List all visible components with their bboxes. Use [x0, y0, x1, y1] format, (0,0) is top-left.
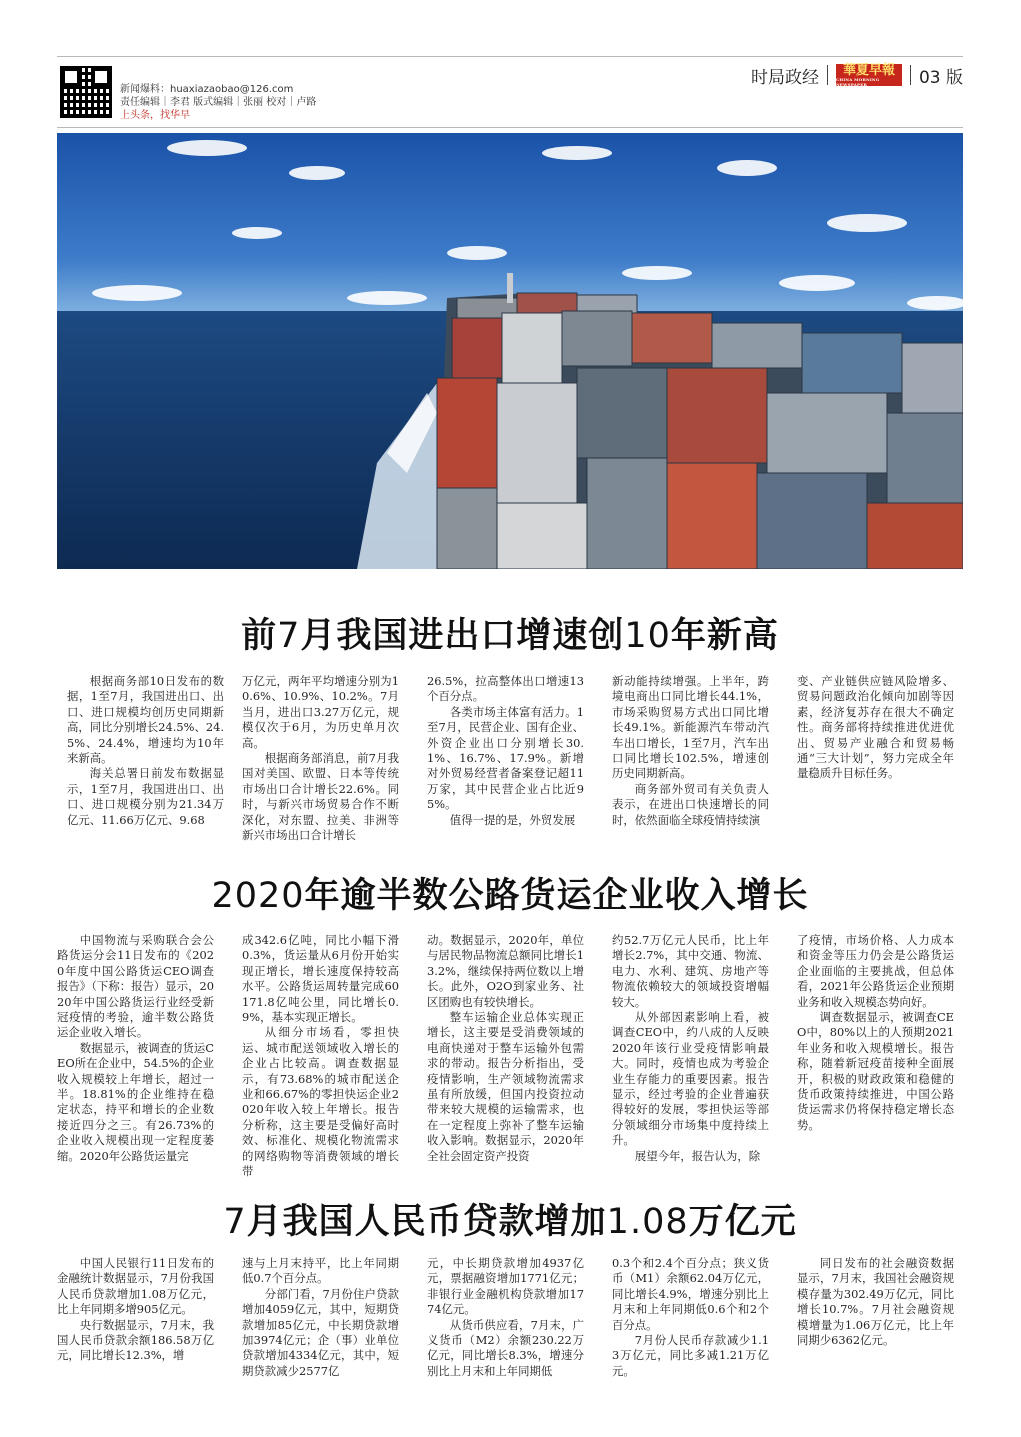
article-column — [427, 674, 584, 828]
container-ship-photo — [57, 133, 963, 569]
paragraph: 中国人民银行11日发布的金融统计数据显示，7月份我国人民币贷款增加1.08万亿元，比上年同期多增905亿元。 — [57, 1256, 214, 1317]
paragraph: 了疫情，市场价格、人力成本和资金等压力仍会是公路货运企业面临的主要挑战，但总体看，2021年公路货运企业预期业务和收入规模态势向好。 — [797, 933, 954, 1009]
article-column — [797, 1256, 954, 1348]
article-3-title — [57, 1194, 963, 1244]
paragraph: 万亿元，两年平均增速分别为10.6%、10.9%、10.2%。7月当月，进出口3.27万亿元，规模仅次于6月，为历史单月次高。 — [242, 674, 399, 750]
paragraph: 新动能持续增强。上半年，跨境电商出口同比增长44.1%，市场采购贸易方式出口同比增长49.1%。新能源汽车带动汽车出口增长，1至7月，汽车出口同比增长102.5%，增速创历史同期新高。 — [612, 674, 769, 781]
title-number: 2020 — [211, 876, 305, 916]
article-column — [57, 933, 214, 1164]
article-column — [612, 933, 769, 1164]
section-header — [751, 63, 963, 87]
paragraph: 26.5%，拉高整体出口增速13个百分点。 — [427, 674, 584, 704]
slogan: 上头条，找华早 — [120, 110, 190, 121]
paragraph: 海关总署日前发布数据显示，1至7月，我国进出口、出口、进口规模分别为21.34万亿元、11.66万亿元、9.68 — [67, 766, 224, 827]
header-top-rule — [57, 56, 963, 57]
title-text: 年逾半数公路货运企业收入增长 — [304, 876, 809, 916]
title-text: 年新高 — [670, 616, 779, 656]
paragraph: 约52.7万亿元人民币，比上年增长2.7%，其中交通、物流、电力、水利、建筑、房地产等物流依赖较大的领域投资增幅较大。 — [612, 933, 769, 1009]
paragraph: 展望今年，报告认为，除 — [634, 1148, 761, 1163]
article-column — [612, 1256, 769, 1379]
article-column — [242, 933, 399, 1180]
masthead-meta — [120, 83, 316, 122]
title-text: 月我国人民币贷款增加 — [246, 1202, 607, 1242]
photo-illustration — [57, 133, 963, 569]
paragraph: 变、产业链供应链风险增多、贸易问题政治化倾向加剧等因素，经济复苏存在很大不确定性。商务部将持续推进优进优出、贸易产业融合和贸易畅通“三大计划”，努力完成全年量稳质升目标任务。 — [797, 674, 954, 781]
article-column — [57, 1256, 214, 1364]
article-1-title — [57, 608, 963, 658]
paragraph: 各类市场主体富有活力。1至7月，民营企业、国有企业、外资企业出口分别增长30.1%、16.7%、17.9%。新增对外贸易经营者备案登记超11万家，其中民营企业占比近95%。 — [427, 704, 584, 812]
tip-email: 新闻爆料：huaxiazaobao@126.com — [120, 84, 294, 95]
logo-subtext: CHINA MORNING NEWSPAPER — [835, 76, 880, 87]
article-column — [242, 1256, 399, 1379]
paragraph: 元，中长期贷款增加4937亿元，票据融资增加1771亿元；非银行业金融机构贷款增加1774亿元。 — [427, 1256, 584, 1317]
divider — [910, 65, 911, 85]
title-number: 7 — [223, 1202, 247, 1242]
article-2-title — [57, 868, 963, 918]
section-name: 时局政经 — [750, 67, 819, 88]
paragraph: 根据商务部10日发布的数据，1至7月，我国进出口、出口、进口规模均创历史同期新高，同比分别增长24.5%、24.5%、24.4%，增速均为10年来新高。 — [67, 674, 224, 766]
divider — [827, 65, 828, 85]
paragraph: 动。数据显示，2020年，单位与居民物品物流总额同比增长13.2%，继续保持两位数以上增长。此外，O2O到家业务、社区团购也有较快增长。 — [427, 933, 584, 1009]
paragraph: 从细分市场看，零担快运、城市配送领域收入增长的企业占比较高。调查数据显示，有73.68%的城市配送企业和66.67%的零担快运企业2020年收入较上年增长。报告分析称，这主要是受偏好高时效、标准化、规模化物流需求的网络购物等消费领域的增长带 — [242, 1025, 399, 1179]
staff-credits: 责任编辑｜李君 版式编辑｜张丽 校对｜卢路 — [120, 97, 317, 108]
paragraph: 央行数据显示，7月末，我国人民币贷款余额186.58万亿元，同比增长12.3%，增 — [57, 1317, 214, 1363]
paragraph: 数据显示，被调查的货运CEO所在企业中，54.5%的企业收入规模较上年增长，超过一半。18.81%的企业维持在稳定状态，持平和增长的企业数接近四分之三。有26.73%的企业收入规模出现一定程度萎缩。2020年公路货运量完 — [57, 1040, 214, 1163]
logo-text: 華夏早報 — [842, 62, 895, 78]
article-column — [427, 933, 584, 1164]
qr-code-icon — [60, 66, 112, 118]
title-number: 1.08 — [606, 1202, 689, 1242]
title-text: 月我国进出口增速创 — [300, 616, 625, 656]
paragraph: 速与上月末持平，比上年同期低0.7个百分点。 — [242, 1256, 399, 1286]
paragraph: 从外部因素影响上看，被调查CEO中，约八成的人反映2020年该行业受疫情影响最大。同时，疫情也成为考验企业生存能力的重要因素。报告显示，经过考验的企业普遍获得较好的发展，零担快运等部分领域细分市场集中度持续上升。 — [612, 1010, 769, 1148]
article-column — [67, 674, 224, 828]
paragraph: 分部门看，7月份住户贷款增加4059亿元，其中，短期贷款增加85亿元，中长期贷款增加3974亿元；企（事）业单位贷款增加4334亿元，其中，短期贷款减少2577亿 — [242, 1286, 399, 1378]
header-bottom-rule — [57, 127, 963, 128]
newspaper-logo — [836, 64, 902, 86]
title-number: 7 — [277, 616, 301, 656]
paragraph: 整车运输企业总体实现正增长，这主要是受消费领域的电商快递对于整车运输外包需求的带动。报告分析指出，受疫情影响，生产领域物流需求虽有所放缓，但国内投资拉动带来较大规模的运输需求，也在一定程度上弥补了整车运输收入影响。数据显示，2020年全社会固定资产投资 — [427, 1010, 584, 1163]
article-column — [797, 933, 954, 1133]
paragraph: 同日发布的社会融资数据显示，7月末，我国社会融资规模存量为302.49万亿元，同比增长10.7%。7月社会融资规模增量为1.06万亿元，比上年同期少6362亿元。 — [797, 1256, 954, 1348]
paragraph: 0.3个和2.4个百分点；狭义货币（M1）余额62.04万亿元，同比增长4.9%，增速分别比上月末和上年同期低0.6个和2个百分点。 — [612, 1256, 769, 1332]
article-column — [242, 674, 399, 843]
article-column — [612, 674, 769, 828]
paragraph: 值得一提的是，外贸发展 — [449, 812, 576, 827]
article-column — [427, 1256, 584, 1379]
title-text: 万亿元 — [688, 1202, 797, 1242]
paragraph: 成342.6亿吨，同比小幅下滑0.3%，货运量从6月份开始实现正增长，增长速度保持较高水平。公路货运周转量完成60171.8亿吨公里，同比增长0.9%，基本实现正增长。 — [242, 933, 399, 1025]
title-number: 10 — [624, 616, 671, 656]
article-column — [797, 674, 954, 782]
paragraph: 调查数据显示，被调查CEO中，80%以上的人预期2021年业务和收入规模增长。报告称，随着新冠疫苗接种全面展开，积极的财政政策和稳健的货币政策持续推进，中国公路货运需求仍将保持稳定增长态势。 — [797, 1010, 954, 1132]
paragraph: 中国物流与采购联合会公路货运分会11日发布的《2020年度中国公路货运CEO调查报告》（下称：报告）显示，2020年中国公路货运行业经受新冠疫情的考验，逾半数公路货运企业收入增长。 — [57, 933, 214, 1040]
paragraph: 7月份人民币存款减少1.13万亿元，同比多减1.21万亿元。 — [612, 1333, 769, 1378]
title-text: 前 — [241, 616, 278, 656]
paragraph: 商务部外贸司有关负责人表示，在进出口快速增长的同时，依然面临全球疫情持续演 — [612, 781, 769, 827]
paragraph: 根据商务部消息，前7月我国对美国、欧盟、日本等传统市场出口合计增长22.6%。同时，与新兴市场贸易合作不断深化，对东盟、拉美、非洲等新兴市场出口合计增长 — [242, 751, 399, 843]
paragraph: 从货币供应看，7月末，广义货币（M2）余额230.22万亿元，同比增长8.3%，增速分别比上月末和上年同期低 — [427, 1317, 584, 1378]
edition-number: 03 版 — [918, 67, 963, 88]
